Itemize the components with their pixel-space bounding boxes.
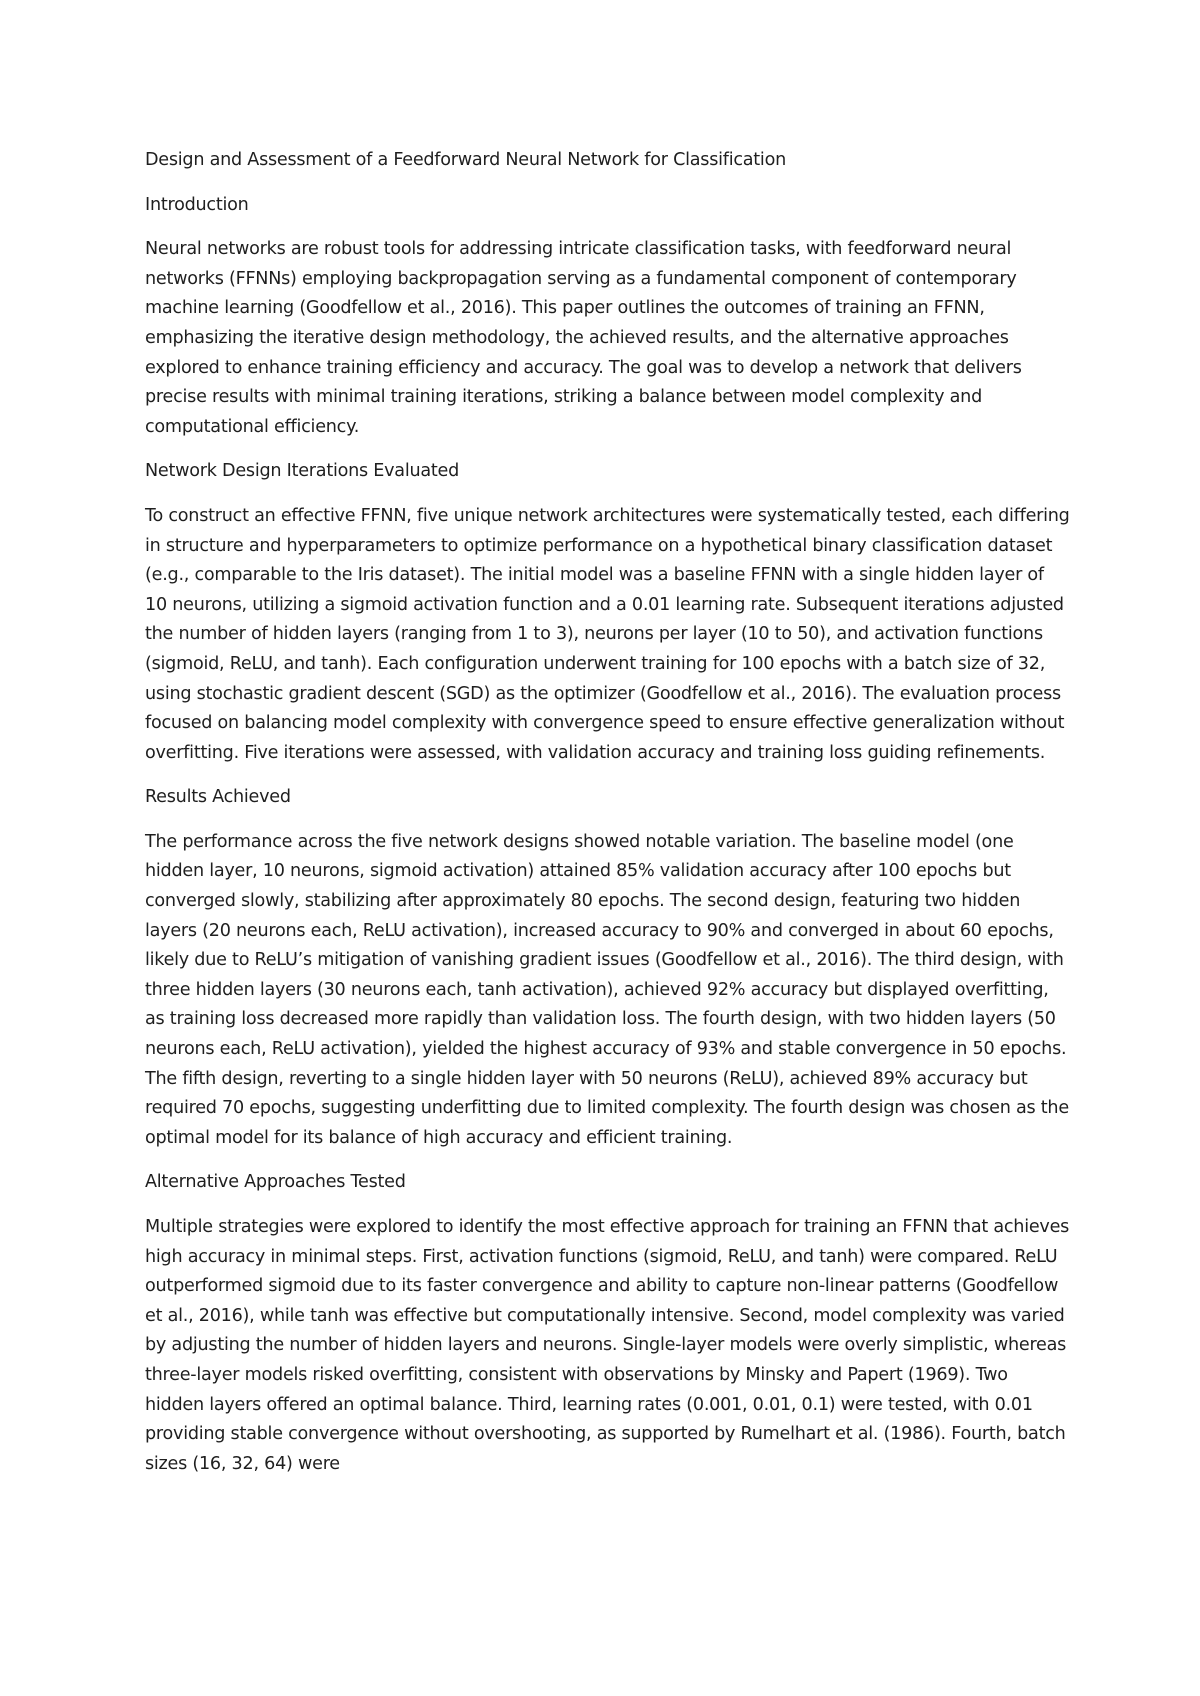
section-paragraph-results: The performance across the five network designs showed notable variation. The baseline model (one hidden layer, 10 neurons, sigmoid activation) attained 85% validation accuracy after 100 epochs but converged slowly, stabilizing after approximately 80 epochs. The second design, featuring two hidden layers (20 neurons each, ReLU activation), increased accuracy to 90% and converged in about 60 epochs, likely due to ReLU’s mitigation of vanishing gradient issues (Goodfellow et al., 2016). The third design, with three hidden layers (30 neurons each, tanh activation), achieved 92% accuracy but displayed overfitting, as training loss decreased more rapidly than validation loss. The fourth design, with two hidden layers (50 neurons each, ReLU activation), yielded the highest accuracy of 93% and stable convergence in 50 epochs. The fifth design, reverting to a single hidden layer with 50 neurons (ReLU), achieved 89% accuracy but required 70 epochs, suggesting underfitting due to limited complexity. The fourth design was chosen as the optimal model for its balance of high accuracy and efficient training. <box>145 831 1069 1148</box>
section-heading-design-iterations: Network Design Iterations Evaluated <box>145 461 460 482</box>
document-title: Design and Assessment of a Feedforward Neural Network for Classification <box>145 150 786 170</box>
section-paragraph-alternative-approaches: Multiple strategies were explored to identify the most effective approach for training an FFNN that achieves high accuracy in minimal steps. First, activation functions (sigmoid, ReLU, and tanh) were compared. ReLU outperformed sigmoid due to its faster convergence and ability to capture non-linear patterns (Goodfellow et al., 2016), while tanh was effective but computationally intensive. Second, model complexity was varied by adjusting the number of hidden layers and neurons. Single-layer models were overly simplistic, whereas three-layer models risked overfitting, consistent with observations by Minsky and Papert (1969). Two hidden layers offered an optimal balance. Third, learning rates (0.001, 0.01, 0.1) were tested, with 0.01 providing stable convergence without overshooting, as supported by Rumelhart et al. (1986). Fourth, batch sizes (16, 32, 64) were <box>145 1217 1070 1474</box>
document-body <box>145 146 1070 1494</box>
section-heading-results: Results Achieved <box>145 787 291 808</box>
section-heading-alternative-approaches: Alternative Approaches Tested <box>145 1172 406 1193</box>
section-paragraph-introduction: Neural networks are robust tools for addressing intricate classification tasks, with feedforward neural networks (FFNNs) employing backpropagation serving as a fundamental component of contemporary machine learning (Goodfellow et al., 2016). This paper outlines the outcomes of training an FFNN, emphasizing the iterative design methodology, the achieved results, and the alternative approaches explored to enhance training efficiency and accuracy. The goal was to develop a network that delivers precise results with minimal training iterations, striking a balance between model complexity and computational efficiency. <box>145 239 1022 437</box>
section-paragraph-design-iterations: To construct an effective FFNN, five unique network architectures were systematically tested, each differing in structure and hyperparameters to optimize performance on a hypothetical binary classification dataset (e.g., comparable to the Iris dataset). The initial model was a baseline FFNN with a single hidden layer of 10 neurons, utilizing a sigmoid activation function and a 0.01 learning rate. Subsequent iterations adjusted the number of hidden layers (ranging from 1 to 3), neurons per layer (10 to 50), and activation functions (sigmoid, ReLU, and tanh). Each configuration underwent training for 100 epochs with a batch size of 32, using stochastic gradient descent (SGD) as the optimizer (Goodfellow et al., 2016). The evaluation process focused on balancing model complexity with convergence speed to ensure effective generalization without overfitting. Five iterations were assessed, with validation accuracy and training loss guiding refinements. <box>145 505 1070 763</box>
section-heading-introduction: Introduction <box>145 194 249 215</box>
